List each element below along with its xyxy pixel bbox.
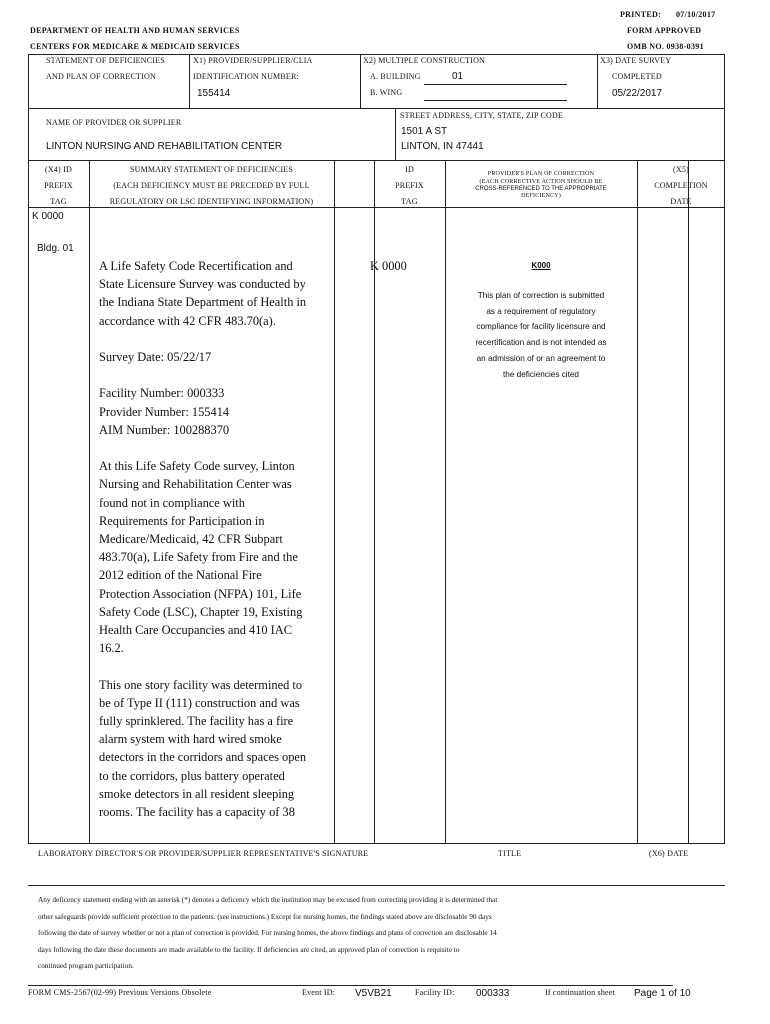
- facility-id-label: Facility ID:: [415, 988, 455, 997]
- id-header-2: PREFIX: [395, 181, 424, 190]
- summary-line: AIM Number: 100288370: [99, 422, 230, 437]
- x2-label: X2) MULTIPLE CONSTRUCTION: [363, 56, 486, 65]
- disclaimer-line: continued program participation.: [38, 961, 134, 970]
- right-prefix-tag: K 0000: [370, 259, 407, 273]
- summary-line: be of Type II (111) construction and was: [99, 695, 300, 710]
- summary-line: 16.2.: [99, 641, 124, 656]
- x1-label-2: IDENTIFICATION NUMBER:: [193, 72, 299, 81]
- poc-line: recertification and is not intended as: [475, 338, 607, 348]
- building-label: A. BUILDING: [370, 72, 421, 81]
- summary-line: Protection Association (NFPA) 101, Life: [99, 586, 302, 601]
- summary-line: Nursing and Rehabilitation Center was: [99, 477, 292, 492]
- disclaimer-line: Any deficency statement ending with an asterisk (*) denotes a deficency which the institution may be excused from correcting providing it is determined that: [38, 895, 498, 904]
- summary-line: [99, 330, 331, 348]
- summary-header-1: SUMMARY STATEMENT OF DEFICIENCIES: [129, 165, 294, 174]
- poc-title: K000: [531, 261, 551, 270]
- provider-name: LINTON NURSING AND REHABILITATION CENTER: [46, 141, 283, 152]
- id-header-3: TAG: [401, 197, 418, 206]
- summary-line: 2012 edition of the National Fire: [99, 568, 262, 583]
- poc-line: an admission of or an agreement to: [476, 353, 606, 363]
- poc-line: compliance for facility licensure and: [476, 322, 606, 332]
- summary-line: Provider Number: 155414: [99, 404, 230, 419]
- centers-name: CENTERS FOR MEDICARE & MEDICAID SERVICES: [30, 42, 240, 51]
- summary-line: detectors in the corridors and spaces open: [99, 750, 307, 765]
- summary-line: smoke detectors in all resident sleeping: [99, 786, 295, 801]
- x4-header-1: (X4) ID: [45, 165, 72, 174]
- summary-line: Medicare/Medicaid, 42 CFR Subpart: [99, 532, 283, 547]
- summary-line: At this Life Safety Code survey, Linton: [99, 459, 295, 474]
- summary-line: A Life Safety Code Recertification and: [99, 259, 293, 273]
- printed-label: PRINTED:: [620, 10, 662, 19]
- x5-header-1: (X5): [673, 165, 689, 174]
- address-street: 1501 A ST: [401, 126, 448, 137]
- department-name: DEPARTMENT OF HEALTH AND HUMAN SERVICES: [30, 26, 240, 35]
- summary-line: State Licensure Survey was conducted by: [99, 277, 306, 292]
- poc-line: This plan of correction is submitted: [477, 291, 605, 300]
- summary-statement: [99, 257, 331, 821]
- survey-date-completed: 05/22/2017: [612, 88, 663, 99]
- provider-name-label: NAME OF PROVIDER OR SUPPLIER: [46, 118, 182, 127]
- x5-header-2: COMPLETION: [654, 181, 708, 190]
- statement-label-2: AND PLAN OF CORRECTION: [46, 72, 156, 81]
- poc-header-1: PROVIDER'S PLAN OF CORRECTION: [487, 171, 595, 177]
- poc-line: the deficiencies cited: [502, 369, 579, 379]
- summary-line: the Indiana State Department of Health in: [99, 295, 307, 310]
- x5-header-3: DATE: [670, 197, 692, 206]
- event-id-label: Event ID:: [302, 988, 336, 997]
- continuation-label: If continuation sheet: [545, 988, 615, 997]
- wing-label: B. WING: [370, 88, 403, 97]
- signature-label: LABORATORY DIRECTOR'S OR PROVIDER/SUPPLIER REPRESENTATIVE'S SIGNATURE: [38, 849, 369, 858]
- address-label: STREET ADDRESS, CITY, STATE, ZIP CODE: [400, 111, 564, 120]
- summary-line: This one story facility was determined to: [99, 677, 303, 692]
- disclaimer-line: following the date of survey whether or not a plan of correction is provided. For nursing homes, the above findings and plans of correction are disclosable 14: [38, 928, 497, 937]
- form-approved: FORM APPROVED: [627, 26, 702, 35]
- disclaimer-line: other safeguards provide sufficient protection to the patients. (see instructions.) Except for nursing homes, the findings stated above are disclosable 90 days: [38, 911, 492, 921]
- poc-header-3: CROSS-REFERENCED TO THE APPROPRIATE: [475, 186, 607, 192]
- form-number: FORM CMS-2567(02-99) Previous Versions Obsolete: [28, 988, 212, 997]
- building-number: Bldg. 01: [37, 243, 74, 254]
- summary-line: Survey Date: 05/22/17: [99, 350, 212, 365]
- poc-line: as a requirement of regulatory: [486, 306, 596, 316]
- id-header-1: ID: [405, 165, 414, 174]
- disclaimer: [38, 892, 708, 975]
- summary-header-2: (EACH DEFICIENCY MUST BE PRECEDED BY FULL: [113, 181, 310, 190]
- disclaimer-line: days following the date these documents are made available to the facility. If deficiencies are cited, an approved plan of correction is requisite to: [38, 944, 460, 954]
- summary-line: to the corridors, plus battery operated: [99, 768, 285, 783]
- statement-label-1: STATEMENT OF DEFICIENCIES: [46, 56, 165, 65]
- summary-line: [99, 366, 331, 384]
- plan-of-correction: [445, 288, 637, 382]
- event-id-value: V5VB21: [355, 988, 392, 999]
- signature-date-label: (X6) DATE: [649, 849, 689, 858]
- printed-date: 07/10/2017: [676, 10, 716, 19]
- summary-header-3: REGULATORY OR LSC IDENTIFYING INFORMATION): [109, 197, 314, 206]
- summary-line: alarm system with hard wired smoke: [99, 732, 282, 747]
- summary-line: found not in compliance with: [99, 495, 245, 510]
- left-prefix-tag: K 0000: [32, 211, 64, 222]
- x4-header-2: PREFIX: [44, 181, 73, 190]
- summary-line: [99, 657, 331, 675]
- omb-number: OMB NO. 0938-0391: [627, 42, 704, 51]
- summary-line: 483.70(a), Life Safety from Fire and the: [99, 550, 298, 565]
- x3-label-1: X3) DATE SURVEY: [600, 56, 672, 65]
- x3-label-2: COMPLETED: [612, 72, 662, 81]
- summary-line: rooms. The facility has a capacity of 38: [99, 805, 295, 820]
- x4-header-3: TAG: [50, 197, 67, 206]
- summary-line: [99, 439, 331, 457]
- facility-id-value: 000333: [476, 988, 510, 999]
- x1-label-1: X1) PROVIDER/SUPPLIER/CLIA: [193, 56, 313, 65]
- summary-line: Facility Number: 000333: [99, 386, 225, 401]
- summary-line: Health Care Occupancies and 410 IAC: [99, 623, 293, 638]
- summary-line: Requirements for Participation in: [99, 513, 265, 528]
- title-label: TITLE: [498, 849, 522, 858]
- summary-line: fully sprinklered. The facility has a fire: [99, 714, 294, 729]
- poc-header-2: (EACH CORRECTIVE ACTION SHOULD BE: [479, 179, 603, 185]
- building-value: 01: [452, 71, 464, 82]
- poc-header-4: DEFICIENCY): [521, 193, 561, 199]
- provider-id-number: 155414: [197, 88, 231, 99]
- address-city-state-zip: LINTON, IN 47441: [401, 141, 484, 152]
- summary-line: accordance with 42 CFR 483.70(a).: [99, 313, 276, 328]
- summary-line: Safety Code (LSC), Chapter 19, Existing: [99, 604, 303, 619]
- page-number: Page 1 of 10: [634, 988, 691, 999]
